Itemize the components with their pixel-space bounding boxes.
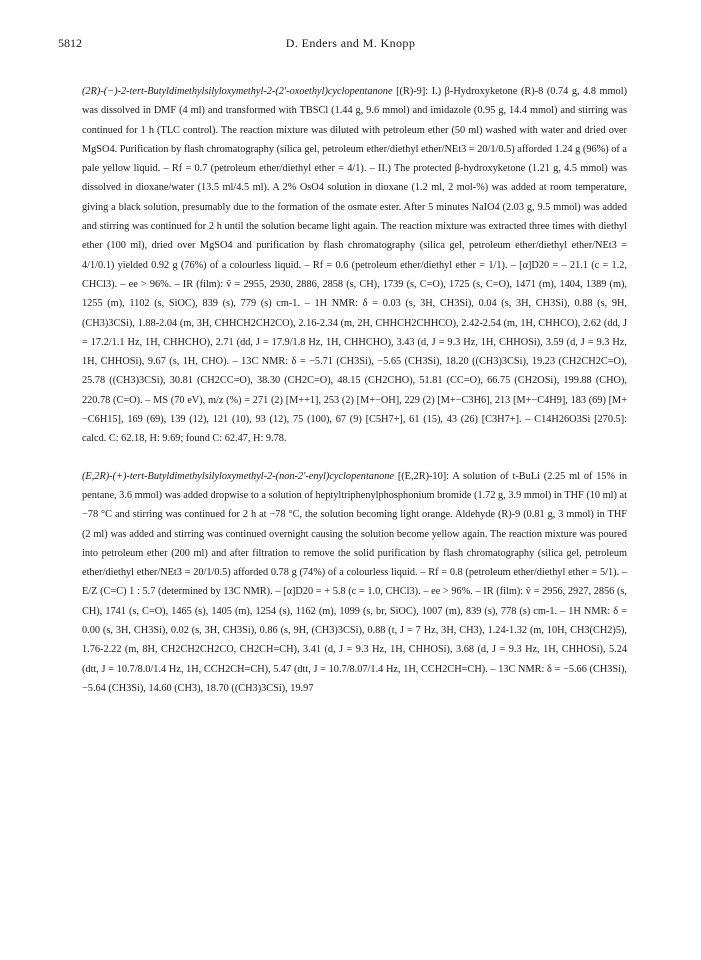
experimental-paragraph: [82, 82, 627, 449]
compound-label: [(E,2R)-10]:: [397, 470, 450, 482]
experimental-paragraph: [82, 467, 627, 699]
page-number: 5812: [58, 36, 82, 50]
compound-label: [(R)-9]:: [396, 86, 429, 97]
article-body: [82, 82, 627, 698]
page-header: [58, 36, 643, 52]
procedure-text: I.) β-Hydroxyketone (R)-8 (0.74 g, 4.8 mmol) was dissolved in DMF (4 ml) and transformed with TBSCl (1.44 g, 9.6 mmol) and imidazole (0.95 g, 14.4 mmol) and stirring was continued for 1 h (TLC control). The reaction mixture was diluted with petroleum ether (50 ml) washed with water and dried over MgSO4. Purification by flash chromatography (silica gel, petroleum ether/diethyl ether/NEt3 = 20/1/0.5) afforded 1.24 g (96%) of a pale yellow liquid. – Rf = 0.7 (petroleum ether/diethyl ether = 4/1). – II.) The protected β-hydroxyketone (1.21 g, 4.5 mmol) was dissolved in dioxane/water (13.5 ml/4.5 ml). A 2% OsO4 solution in dioxane (1.2 ml, 2 mol-%) was added at room temperature, giving a black solution, presumably due to the formation of the osmate ester. After 5 minutes NaIO4 (2.03 g, 9.5 mmol) was added and stirring was continued for 2 h until the solution became light again. The reaction mixture was extracted three times with diethyl ether (100 ml), dried over MgSO4 and purification by flash chromatography (silica gel, petroleum ether/diethyl ether/NEt3 = 4/1/0.1) yielded 0.92 g (76%) of a colourless liquid. – Rf = 0.6 (petroleum ether/diethyl ether = 1/1). – [α]D20 = – 21.1 (c = 1.2, CHCl3). – ee > 96%. – IR (film): ṽ = 2955, 2930, 2886, 2858 (s, CH), 1739 (s, C=O), 1725 (s, C=O), 1471 (m), 1404, 1389 (m), 1255 (m), 1102 (s, SiOC), 839 (s), 779 (s) cm-1. – 1H NMR: δ = 0.03 (s, 3H, CH3Si), 0.04 (s, 3H, CH3Si), 0.88 (s, 9H, (CH3)3CSi), 1.88-2.04 (m, 3H, CHHCH2CH2CO), 2.16-2.34 (m, 2H, CHHCH2CHHCO), 2.42-2.54 (m, 1H, CHHCO), 2.62 (dd, J = 17.2/1.1 Hz, 1H, CHHCHO), 2.71 (dd, J = 17.9/1.8 Hz, 1H, CHHCHO), 3.43 (d, J = 9.3 Hz, 1H, CHHOSi), 3.59 (d, J = 9.3 Hz, 1H, CHHOSi), 9.67 (s, 1H, CHO). – 13C NMR: δ = −5.71 (CH3Si), −5.65 (CH3Si), 18.20 ((CH3)3CSi), 19.23 (CH2CH2C=O), 25.78 ((CH3)3CSi), 30.81 (CH2CC=O), 38.30 (CH2C=O), 48.15 (CH2CHO), 51.81 (CC=O), 66.75 (CH2OSi), 199.88 (CHO), 220.78 (C=O). – MS (70 eV), m/z (%) = 271 (2) [M++1], 253 (2) [M+−OH], 229 (2) [M+−C3H6], 213 [M+−C4H9], 183 (69) [M+−C6H15], 169 (69), 139 (12), 121 (10), 93 (12), 75 (100), 67 (9) [C5H7+], 61 (15), 43 (26) [C3H7+]. – C14H26O3Si [270.5]: calcd. C: 62.18, H: 9.69; found C: 62.47, H: 9.78.: [82, 86, 627, 445]
procedure-text: A solution of t-BuLi (2.25 ml of 15% in pentane, 3.6 mmol) was added dropwise to a solution of heptyltriphenylphosphonium bromide (1.72 g, 3.9 mmol) in THF (10 ml) at −78 °C and stirring was continued for 2 h at −78 °C, the solution becoming light orange. Aldehyde (R)-9 (0.81 g, 3 mmol) in THF (2 ml) was added and stirring was continued overnight causing the solution become yellow again. The reaction mixture was poured into petroleum ether (200 ml) and after filtration to remove the solid purification by flash chromatography (silica gel, petroleum ether/diethyl ether/NEt3 = 20/1/0.5) afforded 0.78 g (74%) of a colourless liquid. – Rf = 0.8 (petroleum ether/diethyl ether = 5/1). – E/Z (C=C) 1 : 5.7 (determined by 13C NMR). – [α]D20 = + 5.8 (c = 1.0, CHCl3). – ee > 96%. – IR (film): ṽ = 2956, 2927, 2856 (s, CH), 1741 (s, C=O), 1465 (s), 1405 (m), 1254 (s), 1162 (m), 1099 (s, br, SiOC), 1007 (m), 839 (s), 778 (s) cm-1. – 1H NMR: δ = 0.00 (s, 3H, CH3Si), 0.02 (s, 3H, CH3Si), 0.86 (s, 9H, (CH3)3CSi), 0.88 (t, J = 7 Hz, 3H, CH3), 1.24-1.32 (m, 10H, CH3(CH2)5), 1.76-2.22 (m, 8H, CH2CH2CH2CO, CH2CH=CH), 3.41 (d, J = 9.3 Hz, 1H, CHHOSi), 3.68 (d, J = 9.3 Hz, 1H, CHHOSi), 5.24 (dtt, J = 10.7/8.0/1.4 Hz, 1H, CCH2CH=CH), 5.47 (dtt, J = 10.7/8.07/1.4 Hz, 1H, CCH2CH=CH). – 13C NMR: δ = −5.66 (CH3Si), −5.64 (CH3Si), 14.60 (CH3), 18.70 ((CH3)3CSi), 19.97: [82, 470, 627, 694]
compound-name: (2R)-(−)-2-tert-Butyldimethylsilyloxymethyl-2-(2′-oxoethyl)cyclopentanone: [82, 86, 393, 97]
compound-name: (E,2R)-(+)-tert-Butyldimethylsilyloxymethyl-2-(non-2′-enyl)cyclopentanone: [82, 470, 394, 482]
running-title: D. Enders and M. Knopp: [285, 36, 416, 50]
